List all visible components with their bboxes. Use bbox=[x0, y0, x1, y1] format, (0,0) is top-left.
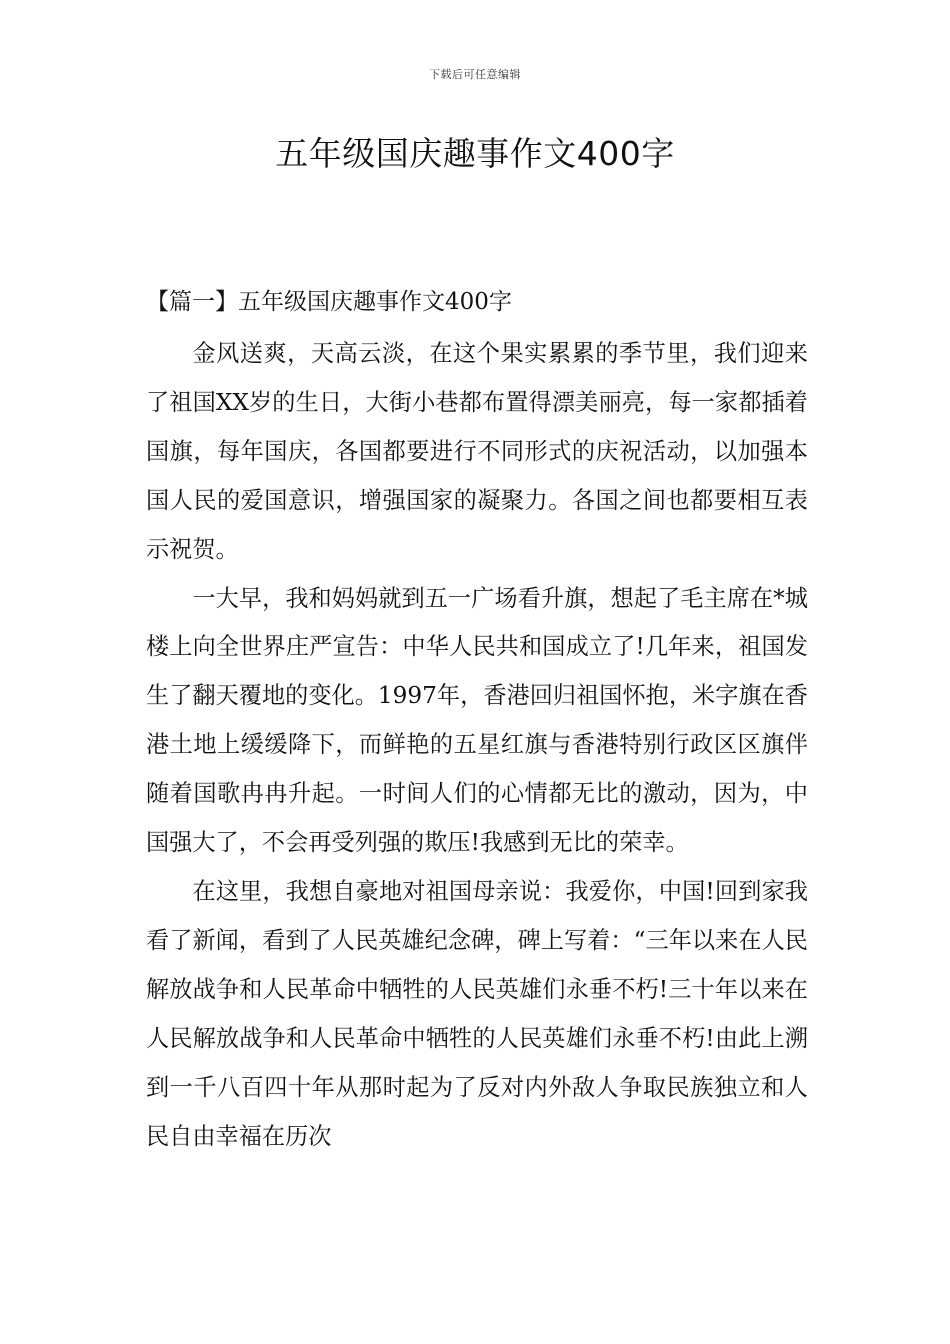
document-title: 五年级国庆趣事作文400字 bbox=[275, 134, 675, 173]
paragraph-1: 金风送爽，天高云淡，在这个果实累累的季节里，我们迎来了祖国XX岁的生日，大街小巷都布置得漂美丽亮，每一家都插着国旗，每年国庆，各国都要进行不同形式的庆祝活动，以加强本国人民的爱国意识，增强国家的凝聚力。各国之间也都要相互表示祝贺。 bbox=[146, 340, 808, 563]
paragraph-2: 一大早，我和妈妈就到五一广场看升旗，想起了毛主席在*城楼上向全世界庄严宣告：中华人民共和国成立了!几年来，祖国发生了翻天覆地的变化。1997年，香港回归祖国怀抱，米字旗在香港土地上缓缓降下，而鲜艳的五星红旗与香港特别行政区区旗伴随着国歌冉冉升起。一时间人们的心情都无比的激动，因为，中国强大了，不会再受列强的欺压!我感到无比的荣幸。 bbox=[146, 584, 808, 857]
document-body bbox=[146, 330, 808, 1161]
paragraph-3: 在这里，我想自豪地对祖国母亲说：我爱你，中国!回到家我看了新闻，看到了人民英雄纪念碑，碑上写着：“三年以来在人民解放战争和人民革命中牺牲的人民英雄们永垂不朽!三十年以来在人民解放战争和人民革命中牺牲的人民英雄们永垂不朽!由此上溯到一千八百四十年从那时起为了反对内外敌人争取民族独立和人民自由幸福在历次 bbox=[146, 877, 808, 1150]
section-heading: 【篇一】五年级国庆趣事作文400字 bbox=[146, 289, 512, 315]
header-note: 下载后可任意编辑 bbox=[429, 68, 521, 81]
